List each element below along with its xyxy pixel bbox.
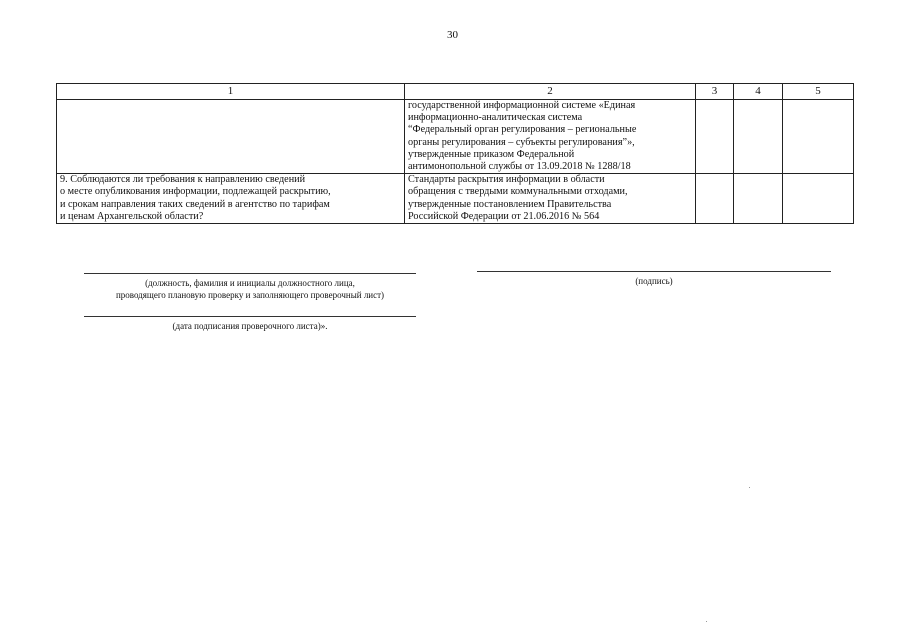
question-line: и ценам Архангельской области? bbox=[60, 210, 204, 222]
row-continuation-legal-basis-cell bbox=[405, 100, 696, 174]
signature-line bbox=[477, 271, 831, 272]
answer-cell-col3 bbox=[696, 100, 734, 174]
question-cell bbox=[57, 174, 405, 224]
legal-basis-line: “Федеральный орган регулирования – региональные bbox=[408, 124, 637, 136]
official-caption-line-1: (должность, фамилия и инициалы должностного лица, bbox=[145, 278, 355, 288]
signature-caption: (подпись) bbox=[635, 276, 673, 286]
date-line bbox=[84, 316, 416, 317]
checklist-table bbox=[56, 83, 854, 224]
official-name-line bbox=[84, 273, 416, 274]
answer-cell-col5 bbox=[783, 174, 854, 224]
legal-basis-line: Российской Федерации от 21.06.2016 № 564 bbox=[408, 210, 600, 222]
question-line: о месте опубликования информации, подлежащей раскрытию, bbox=[60, 186, 331, 198]
column-header-4: 4 bbox=[734, 84, 783, 100]
column-header-1: 1 bbox=[57, 84, 405, 100]
date-caption: (дата подписания проверочного листа)». bbox=[172, 321, 328, 331]
answer-cell-col4 bbox=[734, 100, 783, 174]
legal-basis-line: утвержденные постановлением Правительства bbox=[408, 198, 612, 210]
question-line: 9. Соблюдаются ли требования к направлению сведений bbox=[60, 174, 306, 186]
row-continuation-question-cell bbox=[57, 100, 405, 174]
table-header-row bbox=[57, 84, 854, 100]
column-header-2: 2 bbox=[405, 84, 696, 100]
page-number: 30 bbox=[447, 29, 458, 41]
answer-cell-col5 bbox=[783, 100, 854, 174]
legal-basis-line: государственной информационной системе «Единая bbox=[408, 100, 636, 111]
scan-speck bbox=[749, 487, 750, 488]
scan-speck bbox=[706, 621, 707, 622]
legal-basis-line: информационно-аналитическая система bbox=[408, 112, 583, 124]
column-header-5: 5 bbox=[783, 84, 854, 100]
legal-basis-cell bbox=[405, 174, 696, 224]
legal-basis-line: Стандарты раскрытия информации в области bbox=[408, 174, 605, 186]
question-line: и срокам направления таких сведений в агентство по тарифам bbox=[60, 198, 330, 210]
answer-cell-col3 bbox=[696, 174, 734, 224]
legal-basis-line: обращения с твердыми коммунальными отходами, bbox=[408, 186, 628, 198]
official-caption bbox=[60, 277, 440, 301]
official-caption-line-2: проводящего плановую проверку и заполняющего проверочный лист) bbox=[115, 290, 385, 300]
legal-basis-line: органы регулирования – субъекты регулирования”», bbox=[408, 136, 635, 148]
answer-cell-col4 bbox=[734, 174, 783, 224]
legal-basis-line: утвержденные приказом Федеральной bbox=[408, 148, 575, 160]
column-header-3: 3 bbox=[696, 84, 734, 100]
table-row bbox=[57, 100, 854, 174]
table-row bbox=[57, 174, 854, 224]
legal-basis-line: антимонопольной службы от 13.09.2018 № 1288/18 bbox=[408, 161, 631, 173]
